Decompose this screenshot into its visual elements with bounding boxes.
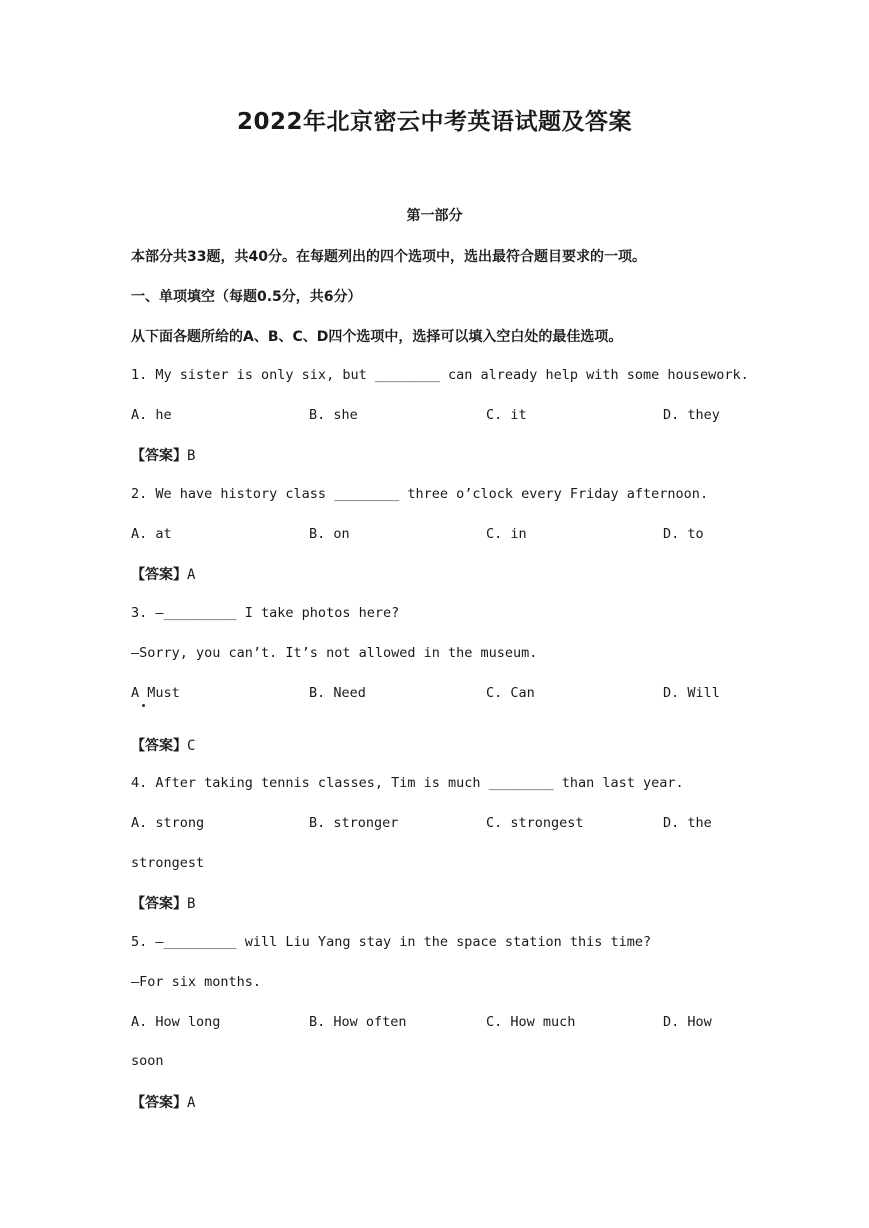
option-c: C. it: [486, 407, 527, 423]
part-intro: 本部分共33题，共40分。在每题列出的四个选项中，选出最符合题目要求的一项。: [131, 249, 646, 265]
option-d: D. to: [663, 526, 704, 542]
answer-value: B: [187, 448, 196, 464]
option-c: C. strongest: [486, 815, 584, 831]
option-a: A. How long: [131, 1014, 221, 1030]
answer: [131, 564, 195, 584]
option-a: A. at: [131, 526, 172, 542]
option-c: C. Can: [486, 685, 535, 701]
option-c: C. in: [486, 526, 527, 542]
document-title: 2022年北京密云中考英语试题及答案: [236, 109, 632, 135]
option-d: D. they: [663, 407, 720, 423]
answer: [131, 445, 195, 465]
section-heading: 第一部分: [406, 208, 463, 224]
answer: [131, 735, 195, 755]
question-stem: 3. —_________ I take photos here?: [131, 605, 400, 621]
instruction: 从下面各题所给的A、B、C、D四个选项中，选择可以填入空白处的最佳选项。: [131, 329, 623, 345]
answer-value: A: [187, 567, 196, 583]
answer: [131, 1092, 195, 1112]
option-b: B. she: [309, 407, 358, 423]
answer-value: C: [187, 738, 196, 754]
option-b: B. How often: [309, 1014, 407, 1030]
question-stem: 2. We have history class ________ three o’clock every Friday afternoon.: [131, 486, 709, 502]
option-b: B. Need: [309, 685, 366, 701]
answer-label: 【答案】: [131, 1095, 187, 1111]
option-d-wrap: soon: [131, 1053, 164, 1069]
answer-label: 【答案】: [131, 738, 187, 754]
part-heading: 一、单项填空（每题0.5分，共6分）: [131, 289, 362, 305]
option-a: A. he: [131, 407, 172, 423]
question-stem: 1. My sister is only six, but ________ can already help with some housework.: [131, 367, 749, 383]
option-d: D. Will: [663, 685, 720, 701]
question-reply: —Sorry, you can’t. It’s not allowed in the museum.: [131, 645, 538, 661]
question-stem: 5. —_________ will Liu Yang stay in the space station this time?: [131, 934, 652, 950]
option-a: A. strong: [131, 815, 205, 831]
option-d: D. How: [663, 1014, 712, 1030]
option-a: A Must: [131, 685, 180, 701]
answer: [131, 893, 195, 913]
option-c: C. How much: [486, 1014, 576, 1030]
answer-label: 【答案】: [131, 448, 187, 464]
option-b: B. stronger: [309, 815, 399, 831]
option-d-wrap: strongest: [131, 855, 205, 871]
option-b: B. on: [309, 526, 350, 542]
answer-label: 【答案】: [131, 567, 187, 583]
answer-value: A: [187, 1095, 196, 1111]
answer-value: B: [187, 896, 196, 912]
option-d: D. the: [663, 815, 712, 831]
answer-label: 【答案】: [131, 896, 187, 912]
question-reply: —For six months.: [131, 974, 262, 990]
question-stem: 4. After taking tennis classes, Tim is much ________ than last year.: [131, 775, 684, 791]
stray-dot: [142, 704, 145, 707]
